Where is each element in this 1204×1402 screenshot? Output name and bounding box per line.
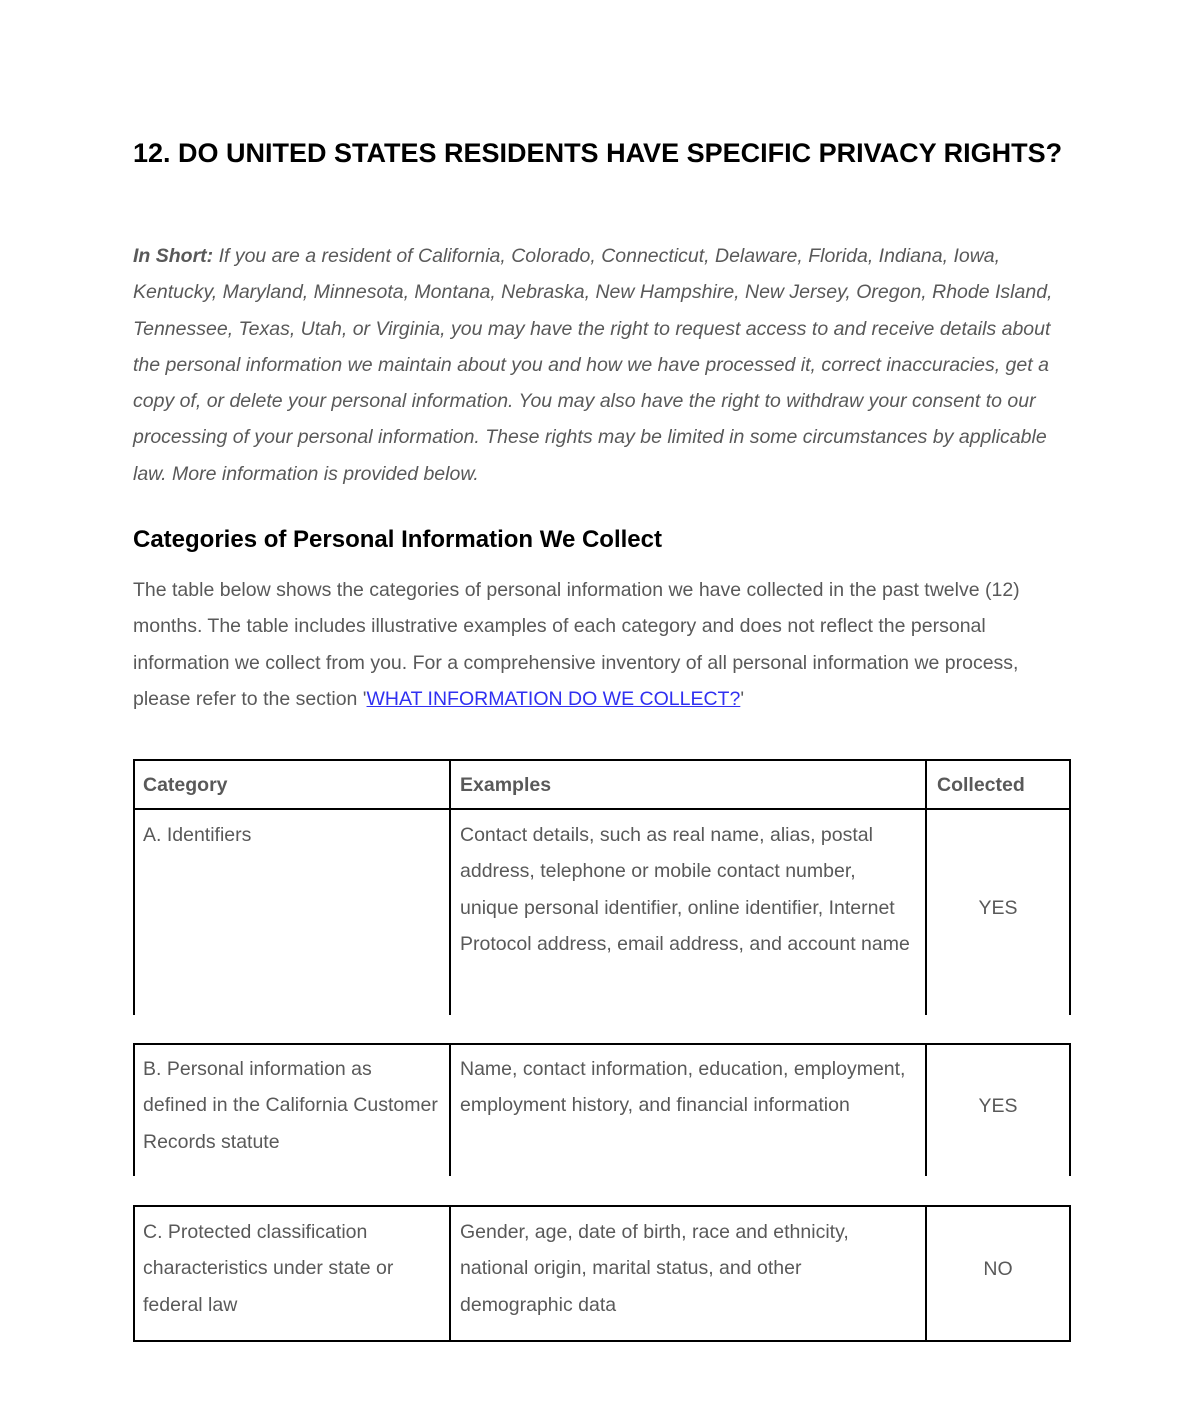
table-border bbox=[449, 759, 451, 1015]
table-border bbox=[133, 1205, 1071, 1207]
table-border bbox=[133, 1043, 135, 1176]
table-border bbox=[925, 759, 927, 1015]
row-category: A. Identifiers bbox=[143, 824, 252, 846]
header-examples: Examples bbox=[460, 774, 552, 796]
row-category: B. Personal information as defined in the California Customer Records statute bbox=[143, 1058, 438, 1153]
categories-heading: Categories of Personal Information We Collect bbox=[133, 526, 662, 553]
section-title: 12. DO UNITED STATES RESIDENTS HAVE SPECIFIC PRIVACY RIGHTS? bbox=[133, 138, 1063, 168]
row-collected: NO bbox=[983, 1258, 1013, 1280]
row-examples: Gender, age, date of birth, race and ethnicity, national origin, marital status, and other demographic data bbox=[460, 1221, 849, 1316]
table-border bbox=[1069, 1205, 1071, 1342]
row-collected: YES bbox=[978, 1095, 1018, 1117]
table-border bbox=[133, 1340, 1071, 1342]
table-border bbox=[449, 1205, 451, 1342]
table-border bbox=[133, 1205, 135, 1342]
table-border bbox=[1069, 759, 1071, 1015]
row-examples: Contact details, such as real name, alias, postal address, telephone or mobile contact number, unique personal identifier, online identifier, Internet Protocol address, email address, and account name bbox=[460, 824, 910, 955]
table-border bbox=[1069, 1043, 1071, 1176]
header-collected: Collected bbox=[937, 774, 1025, 796]
what-information-link[interactable]: WHAT INFORMATION DO WE COLLECT? bbox=[366, 687, 741, 710]
row-collected: YES bbox=[978, 897, 1018, 919]
row-examples: Name, contact information, education, employment, employment history, and financial information bbox=[460, 1058, 906, 1117]
table-border bbox=[449, 1043, 451, 1176]
in-short-text: If you are a resident of California, Colorado, Connecticut, Delaware, Florida, Indiana, Iowa, Kentucky, Maryland, Minnesota, Montana, Nebraska, New Hampshire, New Jersey, Oregon, Rhode Island, Tennessee, Texas, Utah, or Virginia, you may have the right to request access to and receive details about the personal information we maintain about you and how we have processed it, correct inaccuracies, get a copy of, or delete your personal information. You may also have the right to withdraw your consent to our processing of your personal information. These rights may be limited in some circumstances by applicable law. More information is provided below. bbox=[133, 245, 1053, 485]
in-short-summary bbox=[133, 238, 1071, 492]
intro-text: The table below shows the categories of personal information we have collected in the past twelve (12) months. The table includes illustrative examples of each category and does not reflect the personal information we collect from you. For a comprehensive inventory of all personal information we process, please refer to the section ' bbox=[133, 579, 1020, 710]
table-border bbox=[133, 808, 1071, 810]
table-border bbox=[133, 1043, 1071, 1045]
table-border bbox=[133, 759, 1071, 761]
intro-suffix: ' bbox=[740, 687, 745, 710]
in-short-label: In Short: bbox=[133, 245, 214, 267]
categories-intro bbox=[133, 572, 1071, 717]
header-category: Category bbox=[143, 774, 228, 796]
table-border bbox=[133, 759, 135, 1015]
row-category: C. Protected classification characteristics under state or federal law bbox=[143, 1221, 394, 1316]
